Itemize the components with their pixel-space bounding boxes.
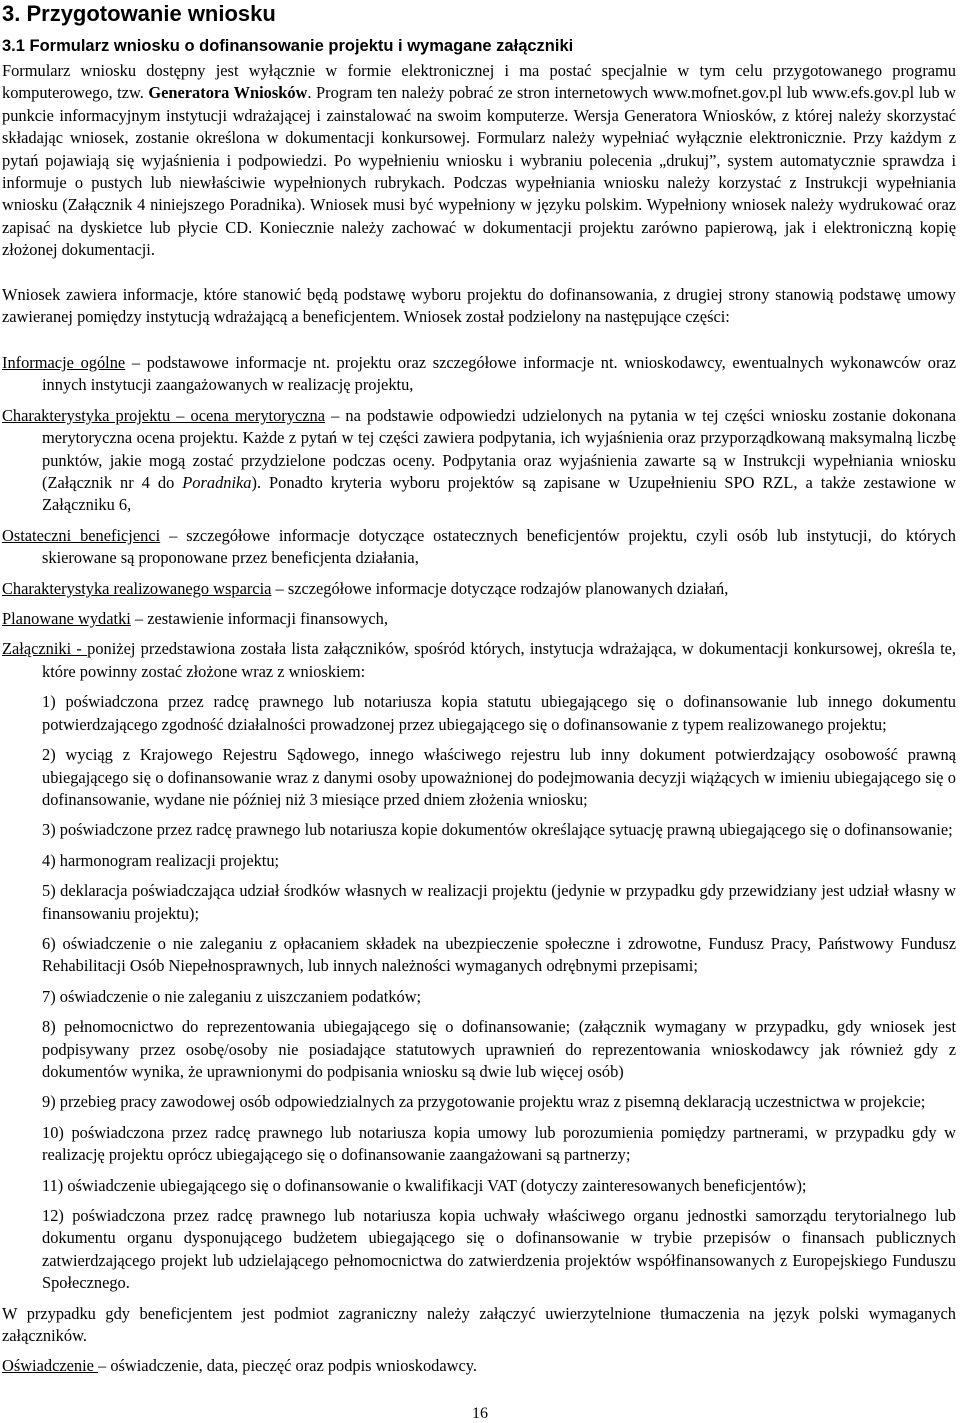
part-final-beneficiaries — [2, 525, 956, 570]
attachment-item: 4) harmonogram realizacji projektu; — [42, 850, 280, 870]
intro-paragraph — [2, 60, 956, 262]
intro-text-1: Formularz wniosku dostępny jest wyłącznie w formie elektronicznej i ma postać specjalnie w tym celu przygotowanego programu komputerowego, tzw. — [2, 61, 956, 103]
part-description: – szczegółowe informacje dotyczące rodzajów planowanych działań, — [271, 578, 729, 598]
contents-paragraph: Wniosek zawiera informacje, które stanowić będą podstawę wyboru projektu do dofinansowania, z drugiej strony stanowią podstawę umowy zawieranej pomiędzy instytucją wdrażającą a beneficjentem. Wniosek został podzielony na następujące części: — [2, 285, 956, 327]
part-description: – zestawienie informacji finansowych, — [130, 609, 388, 629]
attachment-item: 2) wyciąg z Krajowego Rejestru Sądowego, innego właściwego rejestru lub inny dokument potwierdzający osobowość prawną ubiegającego się o dofinansowanie wraz z danymi osoby upoważnionej do podejmowania decyzji wiążących w imieniu ubiegającego się o dofinansowanie, wydane nie później niż 3 miesiące przed dniem złożenia wniosku; — [42, 745, 956, 809]
attachment-item: 3) poświadczone przez radcę prawnego lub notariusza kopie dokumentów określające sytuację prawną ubiegającego się o dofinansowanie; — [42, 820, 953, 840]
part-general-info — [2, 352, 956, 397]
declaration-label: Oświadczenie — [2, 1356, 99, 1376]
application-parts — [2, 352, 956, 1386]
part-project-characteristics — [2, 405, 956, 517]
attachment-item: 10) poświadczona przez radcę prawnego lub notariusza kopia umowy lub porozumienia pomiędzy partnerami, w przypadku gdy w realizację projektu oprócz ubiegającego się o dofinansowanie zaangażowani są partnerzy; — [42, 1122, 956, 1165]
generator-name: Generatora Wniosków — [148, 83, 308, 103]
part-support-characteristics — [2, 578, 956, 600]
subsection-heading: 3.1 Formularz wniosku o dofinansowanie projektu i wymagane załączniki — [2, 37, 574, 55]
attachment-item: 8) pełnomocnictwo do reprezentowania ubiegającego się o dofinansowanie; (załącznik wymagany w przypadku, gdy wniosek jest podpisywany przez osobę/osoby nie posiadające statutowych uprawnień do reprezentowania wnioskodawcy jak również gdy z dokumentów wynika, że uprawnionymi do podpisania wniosku są dwie lub więcej osób) — [42, 1017, 956, 1081]
part-label: Charakterystyka realizowanego wsparcia — [2, 578, 272, 598]
foreign-entity-note: W przypadku gdy beneficjentem jest podmiot zagraniczny należy załączyć uwierzytelnione tłumaczenia na język polski wymaganych załączników. — [2, 1303, 956, 1346]
attachments-list — [2, 691, 956, 1294]
intro-text-3: lub — [782, 83, 813, 103]
link-mofnet[interactable]: www.mofnet.gov.pl — [652, 83, 783, 103]
attachment-item: 12) poświadczona przez radcę prawnego lub notariusza kopia uchwały właściwego organu jednostki samorządu terytorialnego lub dokumentu organu dysponującego budżetem ubiegającego się o dofinansowanie w trybie przepisów o finansach publicznych zatwierdzającego projekt lub udzielającego pełnomocnictwa do zatwierdzenia projektów współfinansowanych z Europejskiego Funduszu Społecznego. — [42, 1206, 956, 1293]
part-label: Ostateczni beneficjenci — [2, 525, 161, 545]
attachment-item: 1) poświadczona przez radcę prawnego lub notariusza kopia statutu ubiegającego się o dofinansowanie lub innego dokumentu potwierdzającego zgodność działalności prowadzonej przez ubiegającego się o dofinansowanie z typem realizowanego projektu; — [42, 692, 956, 734]
intro-text-4: lub w punkcie informacyjnym instytucji wdrażającej i zainstalować na swoim komputerze. Wersja Generatora Wniosków, z której należy skorzystać składając wniosek, zostanie określona w dokumentacji konkursowej. Formularz należy wypełniać wyłącznie elektronicznie. Przy każdym z pytań pojawiają się wyjaśnienia i podpowiedzi. Po wypełnieniu wniosku i wybraniu polecenia „drukuj”, system automatycznie sprawdza i informuje o pustych lub niewłaściwie wypełnionych rubrykach. Podczas wypełniania wniosku należy korzystać z Instrukcji wypełniania wniosku (Załącznik 4 niniejszego Poradnika). Wniosek musi być wypełniony w języku polskim. Wypełniony wniosek należy wydrukować oraz zapisać na dyskietce lub płycie CD. Koniecznie należy zachować w dokumentacji projektu zarówno papierową, jak i elektroniczną kopię złożonej dokumentacji. — [2, 83, 957, 260]
attachment-item: 11) oświadczenie ubiegającego się o dofinansowanie o kwalifikacji VAT (dotyczy zainteresowanych beneficjentów); — [42, 1175, 807, 1195]
part-attachments — [2, 638, 956, 683]
declaration-text: – oświadczenie, data, pieczęć oraz podpis wnioskodawcy. — [98, 1356, 477, 1376]
part-label: Informacje ogólne — [2, 353, 126, 372]
declaration-part — [2, 1355, 956, 1377]
part-description: poniżej przedstawiona została lista załączników, spośród których, instytucja wdrażająca, w dokumentacji konkursowej, określa te, które powinny zostać złożone wraz z wnioskiem: — [42, 639, 956, 681]
part-planned-expenses — [2, 608, 956, 630]
attachment-item: 9) przebieg pracy zawodowej osób odpowiedzialnych za przygotowanie projektu wraz z pisemną deklaracją uczestnictwa w projekcie; — [42, 1092, 926, 1112]
attachment-item: 5) deklaracja poświadczająca udział środków własnych w realizacji projektu (jedynie w przypadku gdy przewidziany jest udział własny w finansowaniu projektu); — [42, 881, 956, 923]
page-number: 16 — [472, 1405, 488, 1422]
attachment-item: 7) oświadczenie o nie zaleganiu z uiszczaniem podatków; — [42, 986, 422, 1006]
link-efs[interactable]: www.efs.gov.pl — [812, 83, 915, 103]
part-label: Załączniki - — [2, 639, 88, 659]
part-label: Charakterystyka projektu – ocena merytoryczna — [2, 405, 325, 425]
attachment-item: 6) oświadczenie o nie zaleganiu z opłacaniem składek na ubezpieczenie społeczne i zdrowotne, Fundusz Pracy, Państwowy Fundusz Rehabilitacji Osób Niepełnosprawnych, lub innych należności wymaganych odrębnymi przepisami; — [42, 933, 956, 976]
part-description: – szczegółowe informacje dotyczące ostatecznych beneficjentów projektu, czyli osób lub instytucji, do których skierowane są proponowane przez beneficjenta działania, — [42, 525, 956, 568]
part-description: – podstawowe informacje nt. projektu oraz szczegółowe informacje nt. wnioskodawcy, ewentualnych wykonawców oraz innych instytucji zaangażowanych w realizację projektu, — [42, 353, 956, 395]
part-description: – na podstawie odpowiedzi udzielonych na pytania w tej części wniosku zostanie dokonana merytoryczna ocena projektu. Każde z pytań w tej części zawiera podpytania, ich wyjaśnienia oraz przyporządkowaną maksymalną liczbę punktów, jakie mogą zostać przydzielone podczas oceny. Podpytania oraz wyjaśnienia zawarte są w Instrukcji wypełniania wniosku (Załącznik nr 4 do — [42, 405, 956, 493]
part-label: Planowane wydatki — [2, 609, 131, 629]
intro-text-2: . Program ten należy pobrać ze stron internetowych — [307, 83, 653, 103]
section-heading: 3. Przygotowanie wniosku — [2, 1, 276, 26]
part-description-cont: ). Ponadto kryteria wyboru projektów są zapisane w Uzupełnieniu SPO RZL, a także zestawione w Załączniku 6, — [42, 473, 956, 515]
poradnik-italic: Poradnika — [182, 473, 252, 493]
